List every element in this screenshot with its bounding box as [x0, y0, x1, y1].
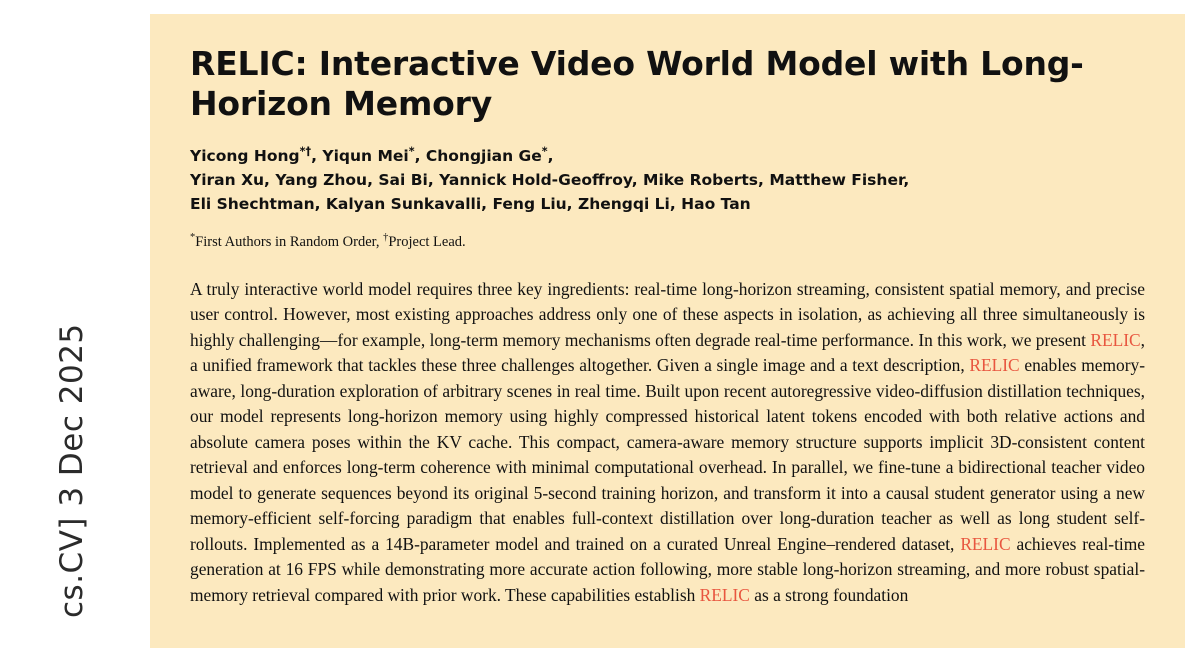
page-title: RELIC: Interactive Video World Model with Long-Horizon Memory	[190, 44, 1084, 124]
author-marker: *†	[299, 144, 312, 158]
author-line	[190, 168, 1145, 192]
paper-page	[150, 14, 1185, 648]
paper-content	[150, 14, 1185, 608]
footnote-marker: *	[190, 231, 196, 243]
author-line-text: Yiran Xu, Yang Zhou, Sai Bi, Yannick Hold-Geoffroy, Mike Roberts, Matthew Fisher,	[190, 170, 910, 189]
author-line-text: Eli Shechtman, Kalyan Sunkavalli, Feng Liu, Zhengqi Li, Hao Tan	[190, 194, 751, 213]
abstract-segment: A truly interactive world model requires three key ingredients: real-time long-horizon streaming, consistent spatial memory, and precise user control. However, most existing approaches address only one of these aspects in isolation, as achieving all three simultaneously is highly challenging—for example, long-term memory mechanisms often degrade real-time performance. In this work, we present	[190, 278, 1145, 350]
abstract-segment: as a strong foundation	[749, 584, 909, 605]
author-footnote: *First Authors in Random Order, †Project Lead.	[190, 231, 466, 250]
author-marker: *	[541, 144, 548, 158]
model-name-highlight: RELIC	[960, 533, 1011, 554]
author-list	[190, 143, 1145, 216]
author-line	[190, 192, 1145, 216]
abstract-segment: enables memory-aware, long-duration exploration of arbitrary scenes in real time. Built upon recent autoregressive video-diffusion distillation techniques, our model represents long-horizon memory using highly compressed historical latent tokens encoded with both relative actions and absolute camera poses within the KV cache. This compact, camera-aware memory structure supports implicit 3D-consistent content retrieval and enforces long-term coherence with minimal computational overhead. In parallel, we fine-tune a bidirectional teacher video model to generate sequences beyond its original 5-second training horizon, and transform it into a causal student generator using a new memory-efficient self-forcing paradigm that enables full-context distillation over long-duration teacher as well as long student self-rollouts. Implemented as a 14B-parameter model and trained on a curated Unreal Engine–rendered dataset,	[190, 355, 1145, 554]
abstract-segment: , a unified framework that tackles these three challenges altogether. Given a single image and a text description,	[190, 329, 1145, 376]
author-line	[190, 143, 1145, 168]
model-name-highlight: RELIC	[699, 584, 750, 605]
author-line-text: Yicong Hong*†, Yiqun Mei*, Chongjian Ge*,	[190, 144, 554, 165]
model-name-highlight: RELIC	[1090, 329, 1141, 350]
arxiv-stamp-text: cs.CV] 3 Dec 2025	[54, 323, 90, 618]
author-marker: *	[408, 144, 415, 158]
model-name-highlight: RELIC	[969, 355, 1020, 376]
abstract-text	[190, 277, 1145, 609]
abstract-segment: achieves real-time generation at 16 FPS while demonstrating more accurate action following, more stable long-horizon streaming, and more robust spatial-memory retrieval compared with prior work. These capabilities establish	[190, 533, 1146, 605]
arxiv-stamp	[0, 0, 120, 648]
footnote-marker: †	[383, 231, 389, 243]
